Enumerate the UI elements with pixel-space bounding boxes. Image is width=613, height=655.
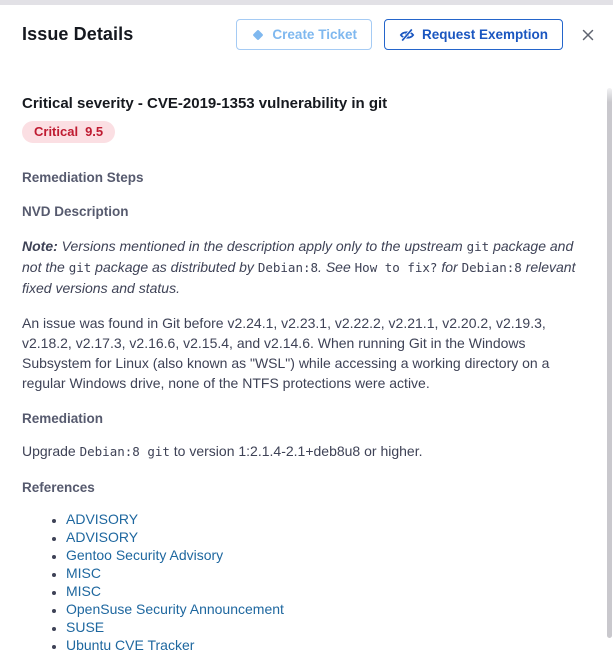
text-segment: to version 1:2.1.4-2.1+deb8u8 or higher. <box>169 443 423 459</box>
reference-item <box>66 600 593 618</box>
diamond-icon <box>251 28 265 42</box>
page-title: Issue Details <box>22 24 134 44</box>
text-segment: Upgrade <box>22 443 80 459</box>
severity-score: 9.5 <box>85 124 104 139</box>
issue-title: Critical severity - CVE-2019-1353 vulnerability in git <box>22 95 388 112</box>
request-exemption-label: Request Exemption <box>421 27 548 42</box>
text-segment: for <box>437 259 462 275</box>
request-exemption-button[interactable] <box>384 19 563 50</box>
reference-item <box>66 582 593 600</box>
text-segment: package and not the <box>22 238 574 275</box>
reference-item <box>66 528 593 546</box>
panel-header <box>0 5 613 50</box>
text-segment: relevant fixed versions and status. <box>22 259 576 296</box>
issue-details-content <box>0 95 613 654</box>
severity-badge <box>22 121 115 143</box>
create-ticket-button[interactable] <box>236 19 372 50</box>
reference-item <box>66 618 593 636</box>
nvd-description-heading: NVD Description <box>22 204 129 219</box>
note-paragraph <box>22 236 593 298</box>
references-heading: References <box>22 480 95 495</box>
vertical-scrollbar[interactable] <box>607 88 612 638</box>
code-text: git <box>68 260 92 275</box>
eye-slash-icon <box>399 27 415 43</box>
severity-label: Critical <box>34 124 79 139</box>
text-segment: . See <box>318 259 355 275</box>
reference-item <box>66 564 593 582</box>
description-paragraph: An issue was found in Git before v2.24.1, v2.23.1, v2.22.2, v2.21.1, v2.20.2, v2.19.3, v2.18.2, v2.17.3, v2.16.6, v2.15.4, and v2.14.6. When running Git in the Windows Subsystem for Linux (also known as "WSL") while accessing a working directory on a regular Windows drive, none of the NTFS protections were active. <box>22 315 550 391</box>
reference-item <box>66 636 593 654</box>
code-text: Debian:8 <box>257 260 319 275</box>
references-list <box>22 510 593 654</box>
reference-link[interactable]: OpenSuse Security Announcement <box>66 601 284 617</box>
close-button[interactable] <box>577 24 599 46</box>
reference-link[interactable]: MISC <box>66 565 101 581</box>
text-segment: Versions mentioned in the description apply only to the upstream <box>57 238 467 254</box>
upgrade-instruction <box>22 441 593 462</box>
code-text: How to fix? <box>354 260 438 275</box>
code-text: git <box>466 239 490 254</box>
code-text: Debian:8 <box>461 260 522 275</box>
remediation-heading: Remediation <box>22 411 104 426</box>
reference-link[interactable]: MISC <box>66 583 101 599</box>
text-segment: Note: <box>22 238 58 254</box>
reference-link[interactable]: ADVISORY <box>66 529 139 545</box>
reference-link[interactable]: SUSE <box>66 619 105 635</box>
remediation-steps-heading: Remediation Steps <box>22 170 144 185</box>
reference-item <box>66 546 593 564</box>
reference-link[interactable]: Gentoo Security Advisory <box>66 547 224 563</box>
text-segment: package as distributed by <box>91 259 258 275</box>
close-icon <box>581 28 595 42</box>
reference-link[interactable]: Ubuntu CVE Tracker <box>66 637 195 653</box>
reference-link[interactable]: ADVISORY <box>66 511 139 527</box>
code-text: Debian:8 git <box>79 444 170 459</box>
header-actions <box>236 19 599 50</box>
create-ticket-label: Create Ticket <box>272 27 357 42</box>
reference-item <box>66 510 593 528</box>
